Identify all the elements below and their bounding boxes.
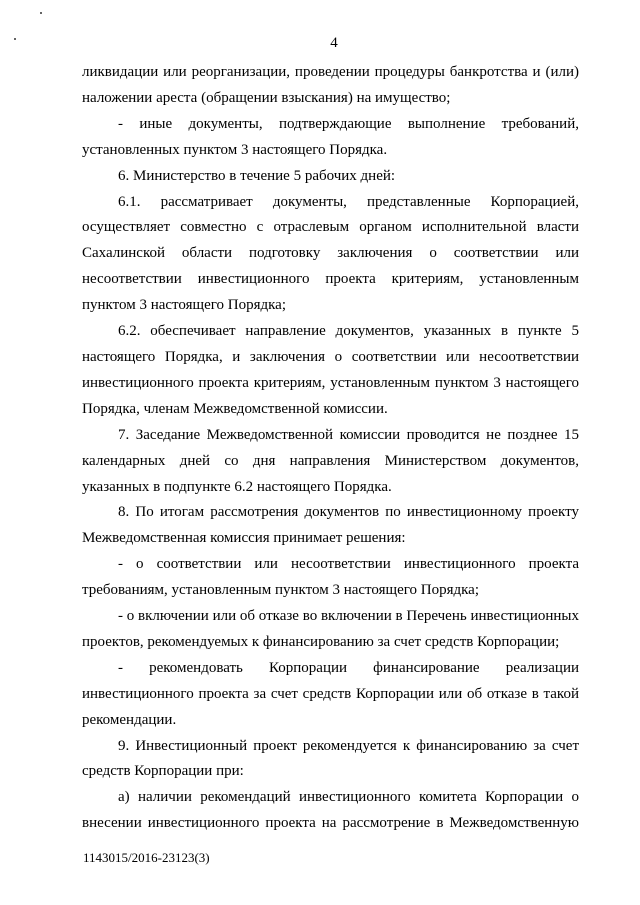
document-id: 1143015/2016-23123(3)	[83, 850, 210, 865]
document-body	[82, 60, 579, 837]
scan-speck	[14, 38, 16, 40]
paragraph-item-6-1: 6.1. рассматривает документы, представленные Корпорацией, осуществляет совместно с отраслевым органом исполнительной власти Сахалинской области подготовку заключения о соответствии или несоответствии инвестиционного проекта критериям, установленным пунктом 3 настоящего Порядка;	[82, 193, 579, 314]
paragraph-decision-1: - о соответствии или несоответствии инвестиционного проекта требованиям, установленным пунктом 3 настоящего Порядка;	[82, 556, 579, 599]
paragraph-continuation: ликвидации или реорганизации, проведении процедуры банкротства и (или) наложении ареста (обращении взыскания) на имущество;	[82, 64, 579, 106]
paragraph-item-9: 9. Инвестиционный проект рекомендуется к финансированию за счет средств Корпорации при:	[82, 737, 579, 780]
scan-speck	[40, 12, 42, 14]
paragraph-decision-3: - рекомендовать Корпорации финансирование реализации инвестиционного проекта за счет средств Корпорации или об отказе в такой рекомендации.	[82, 659, 579, 728]
paragraph-decision-2: - о включении или об отказе во включении в Перечень инвестиционных проектов, рекомендуемых к финансированию за счет средств Корпорации;	[82, 608, 579, 650]
paragraph-item-7: 7. Заседание Межведомственной комиссии проводится не позднее 15 календарных дней со дня направления Министерством документов, указанных в подпункте 6.2 настоящего Порядка.	[82, 426, 579, 495]
paragraph-item-8: 8. По итогам рассмотрения документов по инвестиционному проекту Межведомственная комиссия принимает решения:	[82, 504, 579, 547]
paragraph-item-9a: а) наличии рекомендаций инвестиционного комитета Корпорации о внесении инвестиционного проекта на рассмотрение в Межведомственную	[82, 789, 579, 832]
paragraph-list-item: - иные документы, подтверждающие выполнение требований, установленных пунктом 3 настоящего Порядка.	[82, 115, 579, 158]
paragraph-item-6: 6. Министерство в течение 5 рабочих дней:	[118, 167, 396, 184]
paragraph-item-6-2: 6.2. обеспечивает направление документов, указанных в пункте 5 настоящего Порядка, и заключения о соответствии или несоответствии инвестиционного проекта критериям, установленным пунктом 3 настоящего Порядка, членам Межведомственной комиссии.	[82, 323, 579, 417]
page-number: 4	[330, 35, 338, 51]
